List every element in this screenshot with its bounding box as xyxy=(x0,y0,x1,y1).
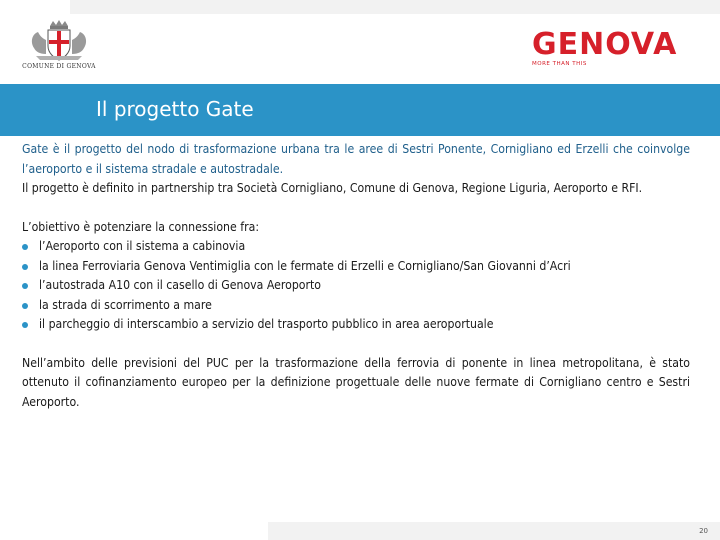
bullet-dot-icon xyxy=(22,244,28,250)
content-area xyxy=(22,140,690,412)
bullet-dot-icon xyxy=(22,283,28,289)
genova-wordmark: GENOVA xyxy=(532,27,678,62)
list-item: il parcheggio di interscambio a servizio del trasporto pubblico in area aeroportuale xyxy=(22,315,690,335)
comune-logo xyxy=(14,18,104,78)
page-title: Il progetto Gate xyxy=(96,97,254,121)
list-item: l’Aeroporto con il sistema a cabinovia xyxy=(22,237,690,257)
comune-logo-caption: COMUNE DI GENOVA xyxy=(22,63,96,70)
list-item: l’autostrada A10 con il casello di Genova Aeroporto xyxy=(22,276,690,296)
top-decor-strip xyxy=(70,0,720,14)
objective-list xyxy=(22,237,690,335)
coat-of-arms-icon xyxy=(28,18,90,62)
list-item: la linea Ferroviaria Genova Ventimiglia con le fermate di Erzelli e Cornigliano/San Giovanni d’Acri xyxy=(22,257,690,277)
bullet-dot-icon xyxy=(22,303,28,309)
intro-paragraph: Gate è il progetto del nodo di trasformazione urbana tra le aree di Sestri Ponente, Cornigliano ed Erzelli che coinvolge l’aeroporto e il sistema stradale e autostradale. xyxy=(22,142,690,176)
genova-tagline: MORE THAN THIS xyxy=(532,61,587,67)
genova-brand-logo xyxy=(532,27,702,70)
bullet-dot-icon xyxy=(22,322,28,328)
list-item: la strada di scorrimento a mare xyxy=(22,296,690,316)
page-number: 20 xyxy=(699,527,708,535)
bottom-decor-strip xyxy=(268,522,720,540)
bullet-dot-icon xyxy=(22,264,28,270)
objective-lead: L’obiettivo è potenziare la connessione fra: xyxy=(22,219,260,234)
closing-paragraph: Nell’ambito delle previsioni del PUC per la trasformazione della ferrovia di ponente in linea metropolitana, è stato ottenuto il cofinanziamento europeo per la definizione progettuale delle nuove fermate di Cornigliano centro e Sestri Aeroporto. xyxy=(22,355,690,409)
title-band xyxy=(0,84,720,136)
partnership-paragraph: Il progetto è definito in partnership tra Società Cornigliano, Comune di Genova, Regione Liguria, Aeroporto e RFI. xyxy=(22,181,643,195)
